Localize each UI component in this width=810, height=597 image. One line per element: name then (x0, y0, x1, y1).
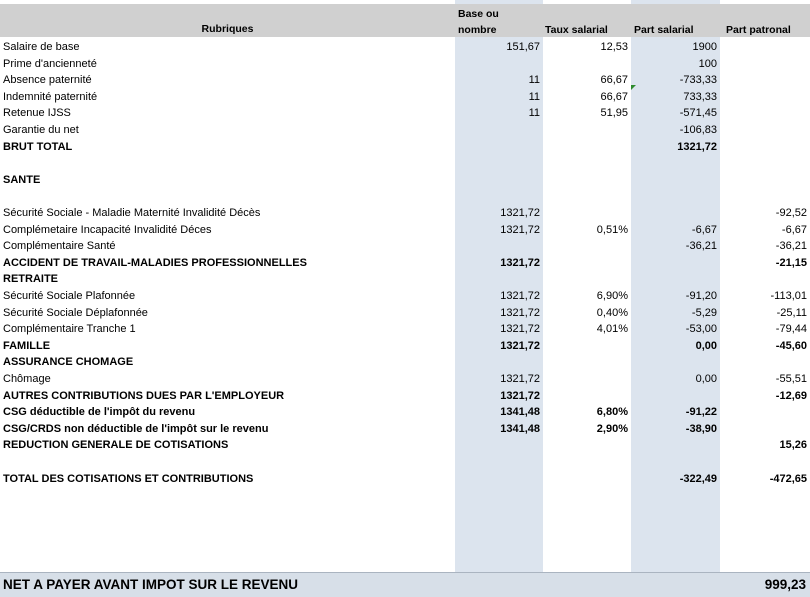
table-row (0, 388, 810, 404)
header-taux-salarial: Taux salarial (545, 24, 608, 36)
row-part-salarial-value: 733,33 (683, 90, 717, 103)
row-label: REDUCTION GENERALE DE COTISATIONS (3, 439, 229, 452)
header-rubriques: Rubriques (201, 23, 254, 35)
table-row (0, 471, 810, 487)
row-label: SANTE (3, 173, 41, 186)
row-part-salarial-value: -733,33 (679, 74, 717, 87)
row-part-patronal-value: -472,65 (769, 472, 807, 485)
row-part-salarial-value: -6,67 (691, 223, 717, 236)
table-row (0, 255, 810, 271)
row-part-patronal-value: -113,01 (770, 290, 807, 302)
table-row (0, 404, 810, 420)
table-row (0, 238, 810, 254)
row-part-salarial-value: 1321,72 (677, 140, 717, 153)
table-row (0, 421, 810, 437)
row-label: Chômage (3, 373, 51, 385)
row-base-value: 11 (528, 107, 540, 120)
row-label: CSG/CRDS non déductible de l'impôt sur le revenu (3, 422, 269, 435)
row-part-salarial-value: -53,00 (685, 323, 717, 336)
row-part-patronal-value: -6,67 (781, 223, 807, 236)
row-label: Complémetaire Incapacité Invalidité Déces (3, 223, 212, 236)
row-base-value: 1341,48 (500, 406, 540, 419)
row-label: Garantie du net (3, 124, 79, 136)
table-row (0, 437, 810, 453)
table-row (0, 188, 810, 204)
header-base-line2: nombre (458, 24, 497, 36)
row-part-patronal-value: -12,69 (775, 389, 807, 402)
net-a-payer-bar (0, 572, 810, 597)
row-base-value: 1321,72 (500, 389, 540, 402)
row-part-salarial-value: 0,00 (695, 373, 717, 385)
row-base-value: 1321,72 (500, 339, 540, 352)
row-base-value: 1321,72 (500, 373, 540, 385)
row-label: CSG déductible de l'impôt du revenu (3, 406, 196, 419)
table-row (0, 321, 810, 337)
row-part-patronal-value: -25,11 (776, 306, 807, 319)
header-base-line1: Base ou (458, 8, 499, 20)
row-label: Complémentaire Santé (3, 240, 116, 253)
header-part-patronal: Part patronal (726, 24, 791, 36)
row-taux-value: 6,80% (596, 406, 628, 419)
row-label: Complémentaire Tranche 1 (3, 323, 136, 336)
row-label: Sécurité Sociale Déplafonnée (3, 306, 148, 319)
row-part-salarial-value: -5,29 (691, 306, 717, 319)
net-a-payer-label: NET A PAYER AVANT IMPOT SUR LE REVENU (3, 577, 299, 592)
row-base-value: 1321,72 (500, 306, 540, 319)
row-part-salarial-value: 100 (698, 57, 717, 70)
table-row (0, 205, 810, 221)
row-taux-value: 6,90% (596, 290, 628, 302)
table-row (0, 139, 810, 155)
row-label: AUTRES CONTRIBUTIONS DUES PAR L'EMPLOYEUR (3, 389, 285, 402)
row-part-salarial-value: -36,21 (685, 240, 717, 253)
row-label: Sécurité Sociale Plafonnée (3, 290, 136, 302)
row-taux-value: 2,90% (596, 422, 628, 435)
row-part-salarial-value: -106,83 (679, 124, 717, 136)
row-part-salarial-value: -38,90 (685, 422, 717, 435)
row-label: RETRAITE (3, 273, 58, 286)
cell-comment-marker (631, 85, 636, 90)
row-base-value: 151,67 (506, 41, 540, 53)
row-taux-value: 0,51% (596, 223, 628, 236)
row-base-value: 1321,72 (500, 223, 540, 236)
row-part-patronal-value: -55,51 (775, 373, 807, 385)
row-taux-value: 0,40% (596, 306, 628, 319)
table-row (0, 271, 810, 287)
table-row (0, 155, 810, 171)
table-row (0, 371, 810, 387)
row-label: Retenue IJSS (3, 107, 71, 120)
row-part-patronal-value: 15,26 (779, 439, 807, 452)
row-part-salarial-value: 0,00 (695, 339, 717, 352)
table-row (0, 354, 810, 370)
table-row (0, 222, 810, 238)
table-header (0, 4, 810, 37)
row-part-patronal-value: -36,21 (775, 240, 807, 253)
table-row (0, 288, 810, 304)
row-label: Absence paternité (3, 74, 92, 87)
row-part-patronal-value: -92,52 (775, 207, 807, 219)
row-label: Sécurité Sociale - Maladie Maternité Invalidité Décès (3, 207, 261, 219)
net-a-payer-value: 999,23 (764, 577, 806, 592)
table-row (0, 338, 810, 354)
table-row (0, 89, 810, 105)
row-part-salarial-value: -571,45 (679, 107, 717, 120)
row-taux-value: 51,95 (600, 107, 628, 120)
table-row (0, 105, 810, 121)
row-base-value: 1321,72 (500, 290, 540, 302)
row-part-salarial-value: 1900 (692, 41, 717, 53)
header-part-salarial: Part salarial (634, 24, 694, 36)
row-part-patronal-value: -45,60 (775, 339, 807, 352)
row-base-value: 11 (528, 90, 540, 103)
table-row (0, 39, 810, 55)
table-row (0, 172, 810, 188)
row-base-value: 11 (528, 74, 540, 87)
row-label: Indemnité paternité (3, 90, 98, 103)
table-row (0, 72, 810, 88)
table-row (0, 122, 810, 138)
row-taux-value: 66,67 (600, 90, 628, 103)
row-label: BRUT TOTAL (3, 140, 73, 153)
table-row (0, 454, 810, 470)
row-label: Prime d'ancienneté (3, 57, 97, 70)
row-taux-value: 66,67 (600, 74, 628, 87)
row-part-salarial-value: -91,22 (685, 406, 717, 419)
row-base-value: 1321,72 (500, 323, 540, 336)
row-part-salarial-value: -91,20 (685, 290, 717, 302)
row-base-value: 1321,72 (500, 256, 540, 269)
row-part-patronal-value: -79,44 (775, 323, 807, 336)
row-base-value: 1341,48 (500, 422, 540, 435)
row-label: TOTAL DES COTISATIONS ET CONTRIBUTIONS (3, 472, 254, 485)
table-row (0, 56, 810, 72)
row-taux-value: 4,01% (596, 323, 628, 336)
row-label: ASSURANCE CHOMAGE (3, 356, 134, 369)
row-label: FAMILLE (3, 339, 51, 352)
row-base-value: 1321,72 (500, 207, 540, 219)
row-label: Salaire de base (3, 41, 80, 53)
row-label: ACCIDENT DE TRAVAIL-MALADIES PROFESSIONNELLES (3, 256, 307, 269)
row-taux-value: 12,53 (600, 41, 628, 53)
row-part-patronal-value: -21,15 (775, 256, 807, 269)
row-part-salarial-value: -322,49 (679, 472, 717, 485)
table-row (0, 305, 810, 321)
